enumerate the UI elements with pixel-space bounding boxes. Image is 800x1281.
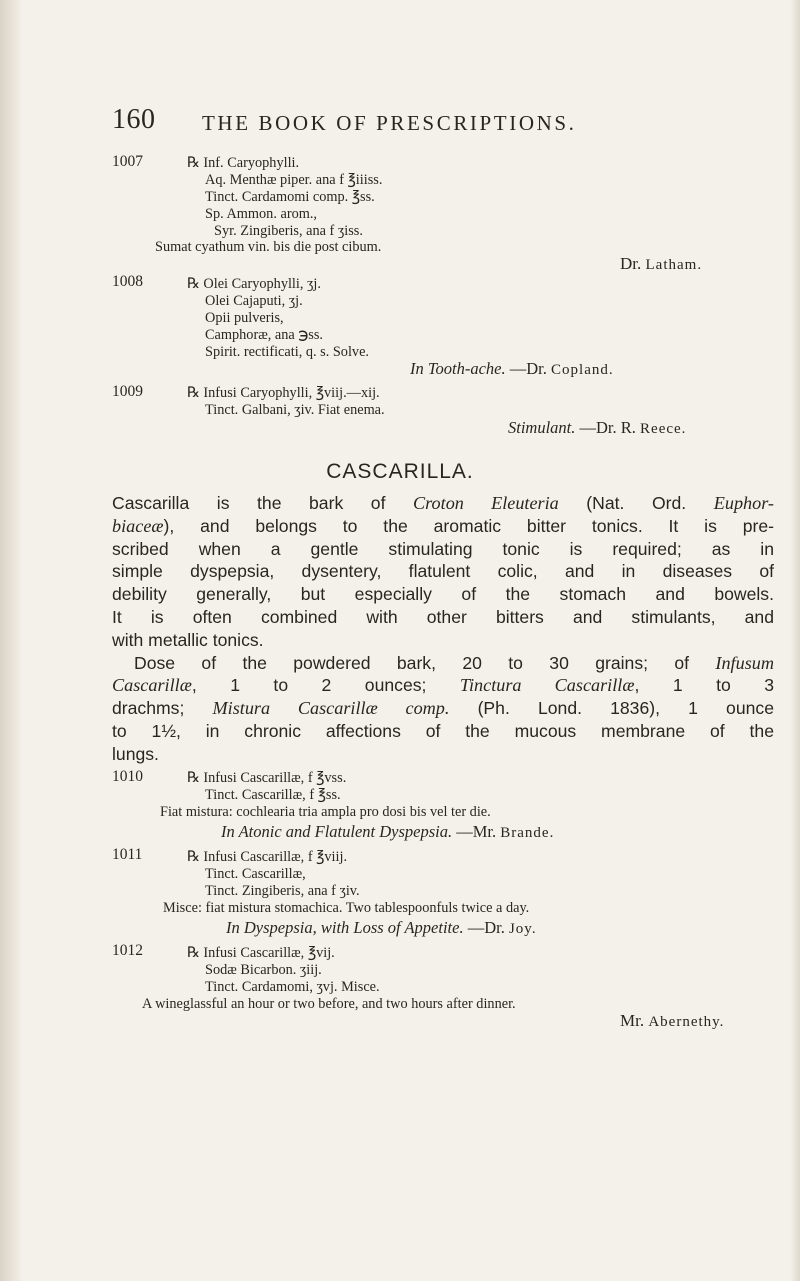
prescription-directions: A wineglassful an hour or two before, and two hours after dinner. (142, 996, 516, 1012)
prescription-author (620, 1011, 724, 1031)
page-left-edge (0, 0, 22, 1281)
prescription-author (620, 254, 702, 274)
page-right-edge (790, 0, 800, 1281)
prescription-note (508, 418, 686, 438)
author-name: Joy. (508, 921, 537, 937)
prescription-note (221, 822, 554, 842)
note-text: In Dyspepsia, with Loss of Appetite. (226, 918, 464, 937)
prescription-line: ℞ Inf. Caryophylli. (187, 155, 300, 171)
prescription-line: Aq. Menthæ piper. ana f ℥iiiss. (205, 172, 383, 188)
prescription-directions: Sumat cyathum vin. bis die post cibum. (155, 239, 382, 255)
prescription-line: Tinct. Cascarillæ, f ℥ss. (205, 787, 341, 803)
prescription-line: Camphoræ, ana ℈ss. (205, 327, 323, 343)
prescription-number: 1011 (112, 846, 143, 863)
text-line: debility generally, but especially of the stomach and bowels. (112, 584, 774, 605)
prescription-number: 1010 (112, 768, 143, 785)
prescription-line: Tinct. Galbani, ʒiv. Fiat enema. (205, 402, 385, 418)
author-prefix: —Dr. (509, 359, 547, 378)
prescription-line: Tinct. Cascarillæ, (205, 866, 306, 882)
running-title: THE BOOK OF PRESCRIPTIONS. (202, 111, 577, 135)
note-text: In Atonic and Flatulent Dyspepsia. (221, 822, 453, 841)
text-line: to 1½, in chronic affections of the mucous membrane of the (112, 720, 774, 741)
page-number: 160 (112, 104, 156, 135)
text-line: drachms; Mistura Cascarillæ comp. (Ph. Lond. 1836), 1 ounce (112, 698, 774, 719)
section-title: CASCARILLA. (326, 460, 474, 483)
author-prefix: Dr. (620, 254, 642, 273)
prescription-number: 1009 (112, 383, 143, 400)
author-prefix: —Dr. (467, 918, 505, 937)
prescription-line: Syr. Zingiberis, ana f ʒiss. (214, 223, 363, 239)
text-line: lungs. (112, 743, 159, 764)
text-line: It is often combined with other bitters and stimulants, and (112, 606, 774, 627)
author-name: Brande. (500, 825, 555, 841)
prescription-line: ℞ Infusi Cascarillæ, f ℥viij. (187, 849, 348, 865)
prescription-line: ℞ Infusi Cascarillæ, f ℥vss. (187, 770, 347, 786)
text-line: Cascarillæ, 1 to 2 ounces; Tinctura Cascarillæ, 1 to 3 (112, 675, 774, 696)
author-name: Latham. (645, 257, 703, 273)
text-line: simple dyspepsia, dysentery, flatulent colic, and in diseases of (112, 561, 774, 582)
page-header (112, 104, 762, 144)
prescription-line: Olei Cajaputi, ʒj. (205, 293, 303, 309)
prescription-line: Tinct. Zingiberis, ana f ʒiv. (205, 883, 360, 899)
prescription-line: ℞ Infusi Caryophylli, ℥viij.—xij. (187, 385, 380, 401)
author-name: Reece. (640, 421, 687, 437)
section-body (112, 492, 774, 766)
author-prefix: Mr. (620, 1011, 645, 1030)
prescription-line: Tinct. Cardamomi, ʒvj. Misce. (205, 979, 380, 995)
author-name: Copland. (551, 362, 614, 378)
text-line: Cascarilla is the bark of Croton Eleuteria (Nat. Ord. Euphor- (112, 493, 774, 513)
prescription-note (410, 359, 614, 379)
prescription-directions: Misce: fiat mistura stomachica. Two tablespoonfuls twice a day. (163, 900, 530, 916)
text-line: scribed when a gentle stimulating tonic is required; as in (112, 538, 774, 559)
prescription-number: 1008 (112, 273, 143, 290)
text-line: biaceæ), and belongs to the aromatic bitter tonics. It is pre- (112, 515, 774, 536)
note-text: Stimulant. (508, 418, 576, 437)
prescription-number: 1007 (112, 153, 143, 170)
prescription-line: Opii pulveris, (205, 310, 284, 326)
note-text: In Tooth-ache. (410, 359, 506, 378)
author-name: Abernethy. (648, 1014, 725, 1030)
prescription-line: Spirit. rectificati, q. s. Solve. (205, 344, 369, 360)
author-prefix: —Mr. (456, 822, 497, 841)
prescription-number: 1012 (112, 942, 143, 959)
text-line: with metallic tonics. (112, 629, 264, 650)
prescription-line: Tinct. Cardamomi comp. ℥ss. (205, 189, 375, 205)
prescription-line: ℞ Infusi Cascarillæ, ℥vij. (187, 945, 335, 961)
prescription-directions: Fiat mistura: cochlearia tria ampla pro dosi bis vel ter die. (160, 804, 491, 820)
prescription-line: Sodæ Bicarbon. ʒiij. (205, 962, 322, 978)
text-line: Dose of the powdered bark, 20 to 30 grains; of Infusum (134, 652, 774, 673)
prescription-line: ℞ Olei Caryophylli, ʒj. (187, 276, 321, 292)
prescription-note (226, 918, 537, 938)
prescription-line: Sp. Ammon. arom., (205, 206, 317, 222)
author-prefix: —Dr. R. (579, 418, 636, 437)
